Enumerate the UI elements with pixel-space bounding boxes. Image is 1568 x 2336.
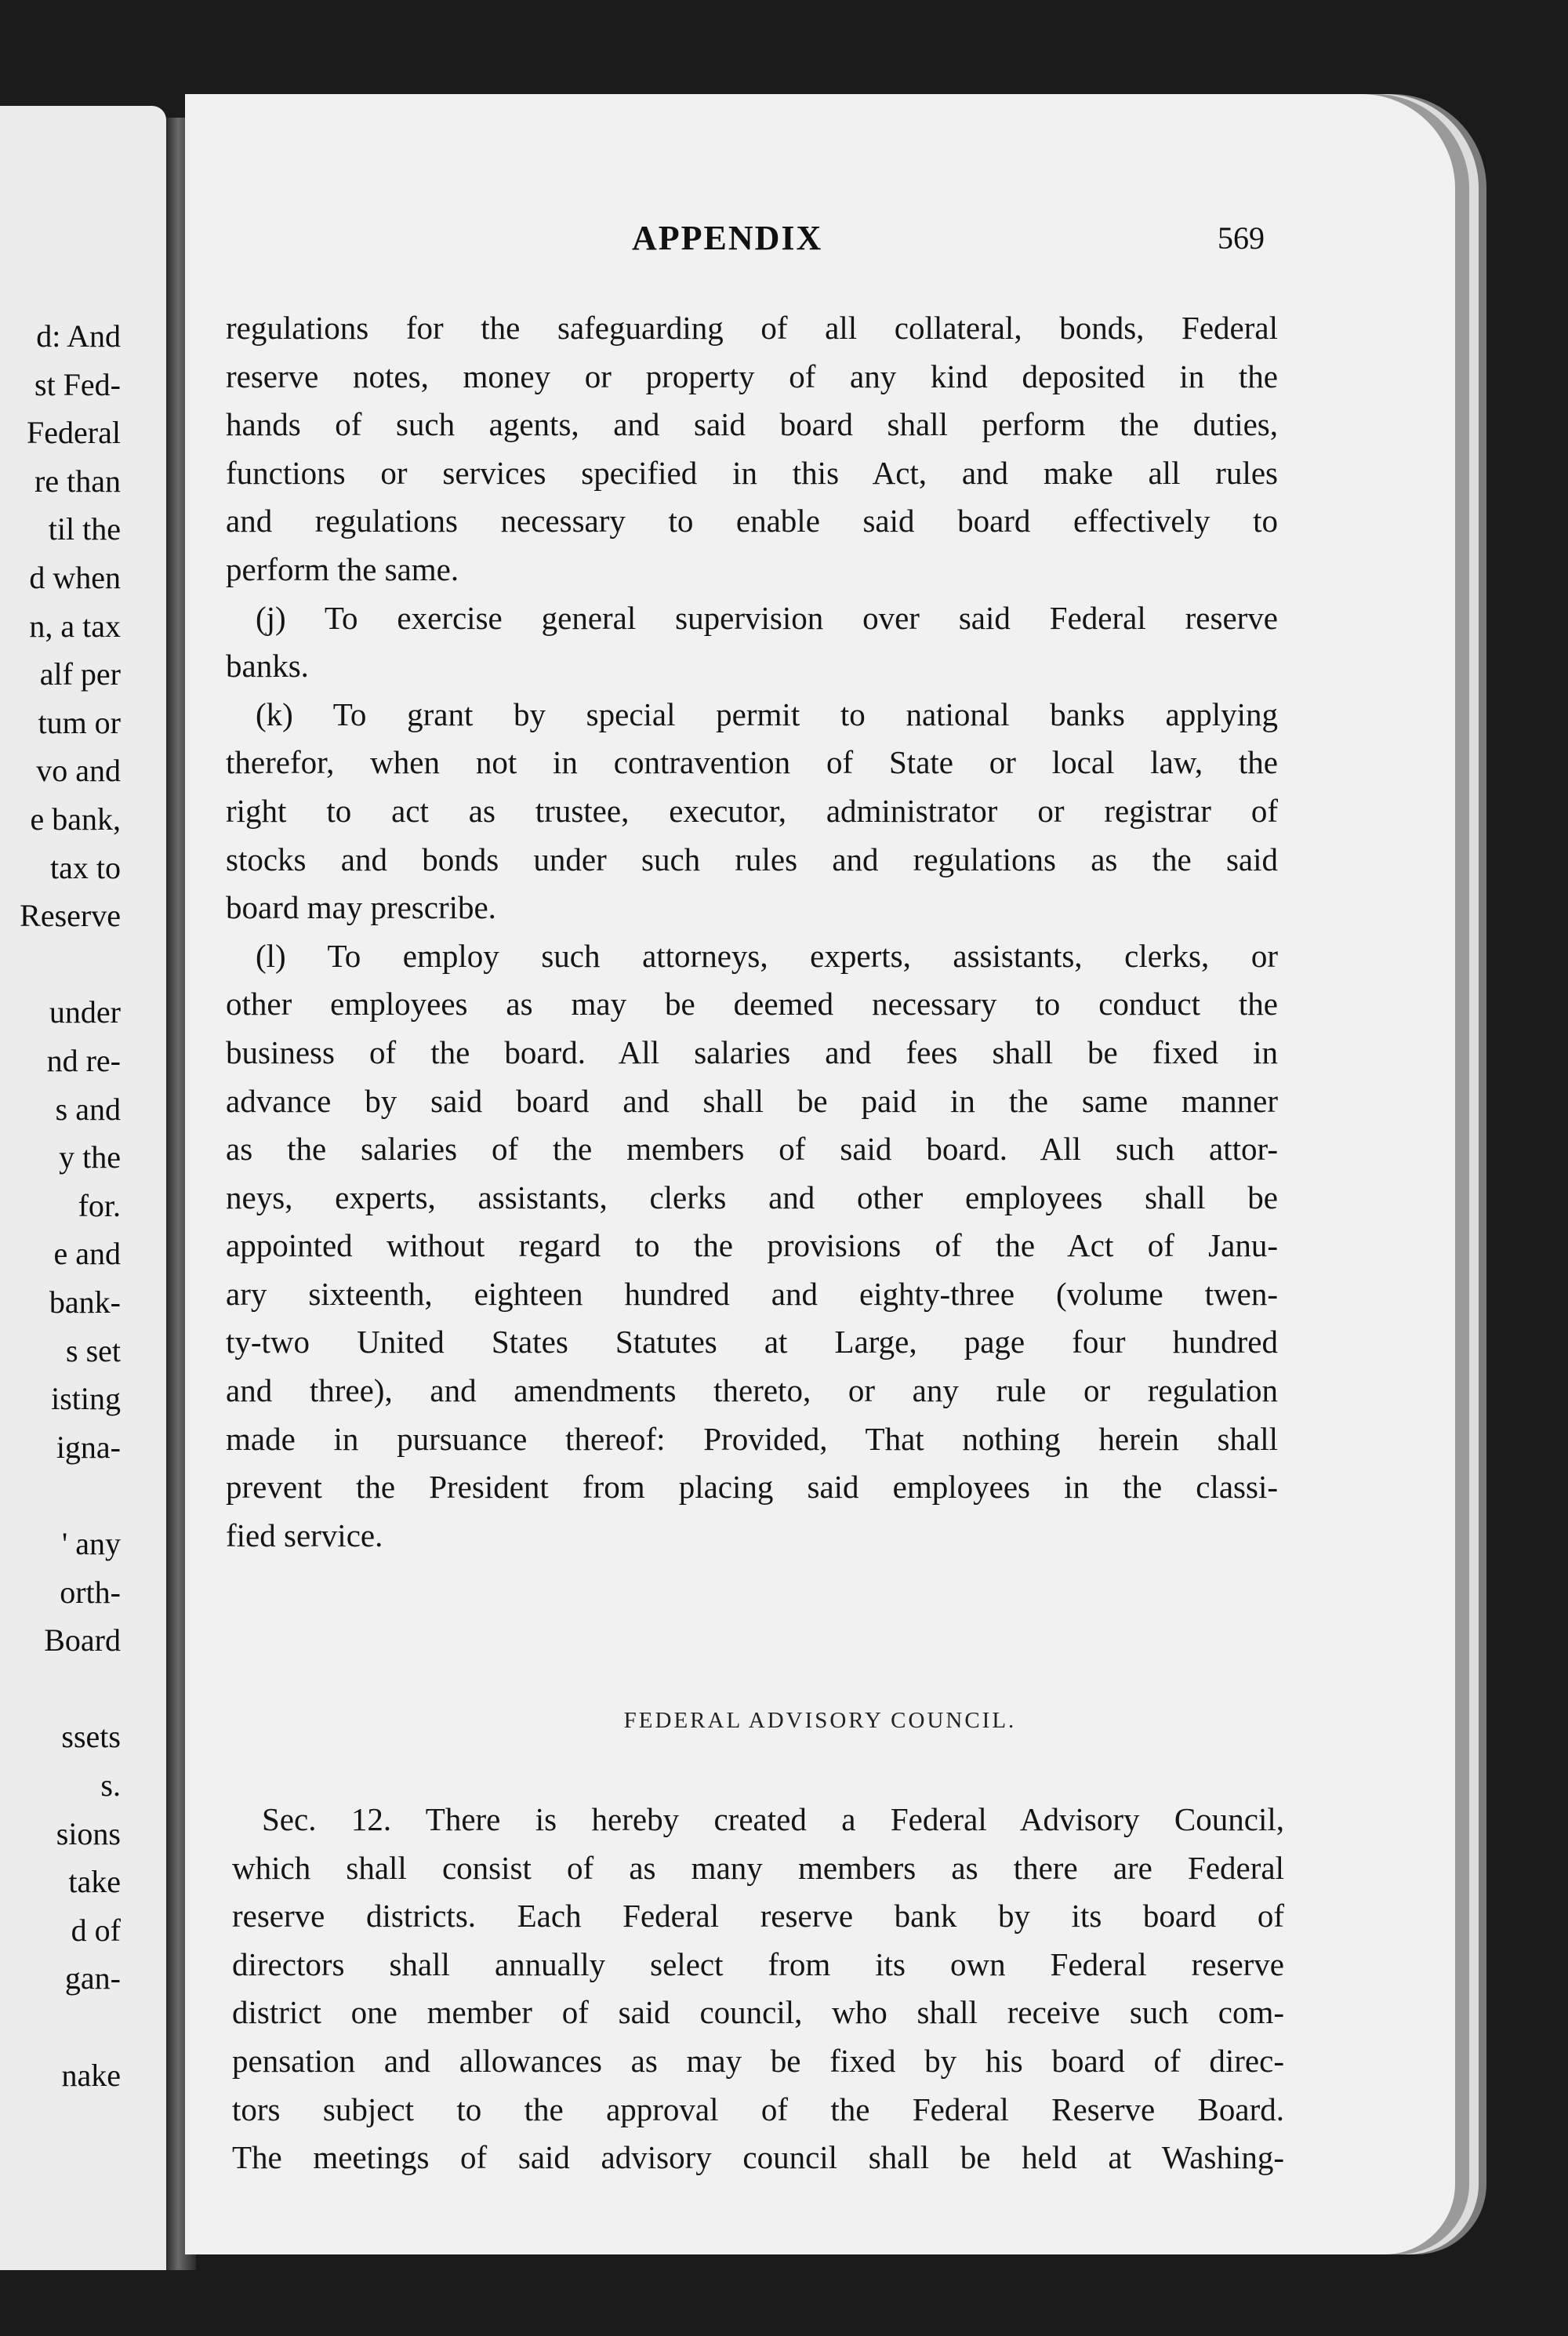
page-header-title: APPENDIX <box>632 219 823 257</box>
left-page-line: ' any <box>62 1526 121 1561</box>
text-line: and regulations necessary to enable said board effectively to <box>226 503 1278 539</box>
section-body <box>232 1796 1284 2182</box>
text-line: prevent the President from placing said employees in the classi- <box>226 1469 1278 1506</box>
left-page-line: alf per <box>39 656 121 692</box>
left-page-line: vo and <box>36 753 121 789</box>
left-page-line: e and <box>53 1236 121 1272</box>
left-page-line: d when <box>29 560 121 595</box>
left-page-line: nake <box>61 2057 121 2093</box>
text-line: reserve districts. Each Federal reserve bank by its board of <box>232 1898 1284 1935</box>
left-page-line: Federal <box>27 415 121 451</box>
left-page-line: Board <box>44 1622 121 1658</box>
text-line: fied service. <box>226 1517 383 1553</box>
text-line: appointed without regard to the provisions of the Act of Janu- <box>226 1227 1278 1264</box>
paragraph <box>226 932 1278 1560</box>
text-line: banks. <box>226 648 309 685</box>
text-line: hands of such agents, and said board shall perform the duties, <box>226 406 1278 443</box>
paragraph <box>226 691 1278 932</box>
text-line: board may prescribe. <box>226 889 496 926</box>
page-number: 569 <box>1218 220 1265 256</box>
text-line: reserve notes, money or property of any kind deposited in the <box>226 358 1278 394</box>
text-line: therefor, when not in contravention of State or local law, the <box>226 744 1278 781</box>
left-page-line: igna- <box>56 1429 121 1465</box>
left-page-line: Reserve <box>20 898 121 934</box>
left-page-line: st Fed- <box>34 366 121 402</box>
left-page-line: ssets <box>61 1719 121 1755</box>
left-page-line: d: And <box>36 318 121 354</box>
left-page-line: gan- <box>64 1960 121 1996</box>
text-line: which shall consist of as many members as there are Federal <box>232 1849 1284 1886</box>
left-page-line: til the <box>48 511 121 547</box>
left-page-line: under <box>49 994 121 1030</box>
text-line: ary sixteenth, eighteen hundred and eighty-three (volume twen- <box>226 1275 1278 1312</box>
text-line: district one member of said council, who shall receive such com- <box>232 1994 1284 2031</box>
section-heading: FEDERAL ADVISORY COUNCIL. <box>623 1708 1017 1733</box>
right-page <box>185 94 1455 2254</box>
left-page-line: sions <box>56 1815 121 1851</box>
text-line: The meetings of said advisory council shall be held at Washing- <box>232 2139 1284 2176</box>
left-page-line: s and <box>55 1091 121 1127</box>
text-line: (l) To employ such attorneys, experts, assistants, clerks, or <box>256 937 1278 974</box>
text-line: stocks and bonds under such rules and regulations as the said <box>226 841 1278 877</box>
left-page-line: s. <box>100 1767 121 1803</box>
text-line: and three), and amendments thereto, or any rule or regulation <box>226 1372 1278 1409</box>
left-page-line: s set <box>66 1332 121 1368</box>
left-page-line: n, a tax <box>29 608 121 644</box>
page-body <box>226 304 1278 1560</box>
text-line: business of the board. All salaries and fees shall be fixed in <box>226 1034 1278 1070</box>
left-page-line: isting <box>51 1381 121 1417</box>
text-line: perform the same. <box>226 550 459 587</box>
left-page-line: tax to <box>50 849 121 885</box>
text-line: advance by said board and shall be paid in the same manner <box>226 1082 1278 1119</box>
left-page-line: orth- <box>60 1574 121 1610</box>
text-line: right to act as trustee, executor, administrator or registrar of <box>226 792 1278 829</box>
text-line: Sec. 12. There is hereby created a Federal Advisory Council, <box>262 1801 1284 1837</box>
paragraph <box>226 304 1278 594</box>
text-line: made in pursuance thereof: Provided, That nothing herein shall <box>226 1420 1278 1457</box>
left-page-line: y the <box>59 1139 121 1175</box>
text-line: (k) To grant by special permit to national banks applying <box>256 696 1278 732</box>
text-line: functions or services specified in this Act, and make all rules <box>226 454 1278 491</box>
left-page-line: d of <box>71 1912 121 1948</box>
left-page-line: bank- <box>49 1284 121 1320</box>
text-line: tors subject to the approval of the Federal Reserve Board. <box>232 2091 1284 2127</box>
text-line: pensation and allowances as may be fixed by his board of direc- <box>232 2042 1284 2079</box>
paragraph <box>226 594 1278 691</box>
left-page-line: take <box>68 1864 121 1900</box>
text-line: other employees as may be deemed necessary to conduct the <box>226 986 1278 1023</box>
text-line: directors shall annually select from its own Federal reserve <box>232 1945 1284 1982</box>
left-page-line: re than <box>34 463 121 499</box>
left-page-line: nd re- <box>46 1043 121 1078</box>
left-page-line: tum or <box>38 704 121 740</box>
left-page-line: for. <box>78 1187 121 1223</box>
text-line: regulations for the safeguarding of all collateral, bonds, Federal <box>226 310 1278 346</box>
left-page-fragment <box>0 106 166 2270</box>
text-line: as the salaries of the members of said board. All such attor- <box>226 1131 1278 1168</box>
left-page-line: e bank, <box>30 801 121 837</box>
text-line: (j) To exercise general supervision over said Federal reserve <box>256 599 1278 636</box>
text-line: neys, experts, assistants, clerks and other employees shall be <box>226 1179 1278 1215</box>
text-line: ty-two United States Statutes at Large, page four hundred <box>226 1324 1278 1361</box>
